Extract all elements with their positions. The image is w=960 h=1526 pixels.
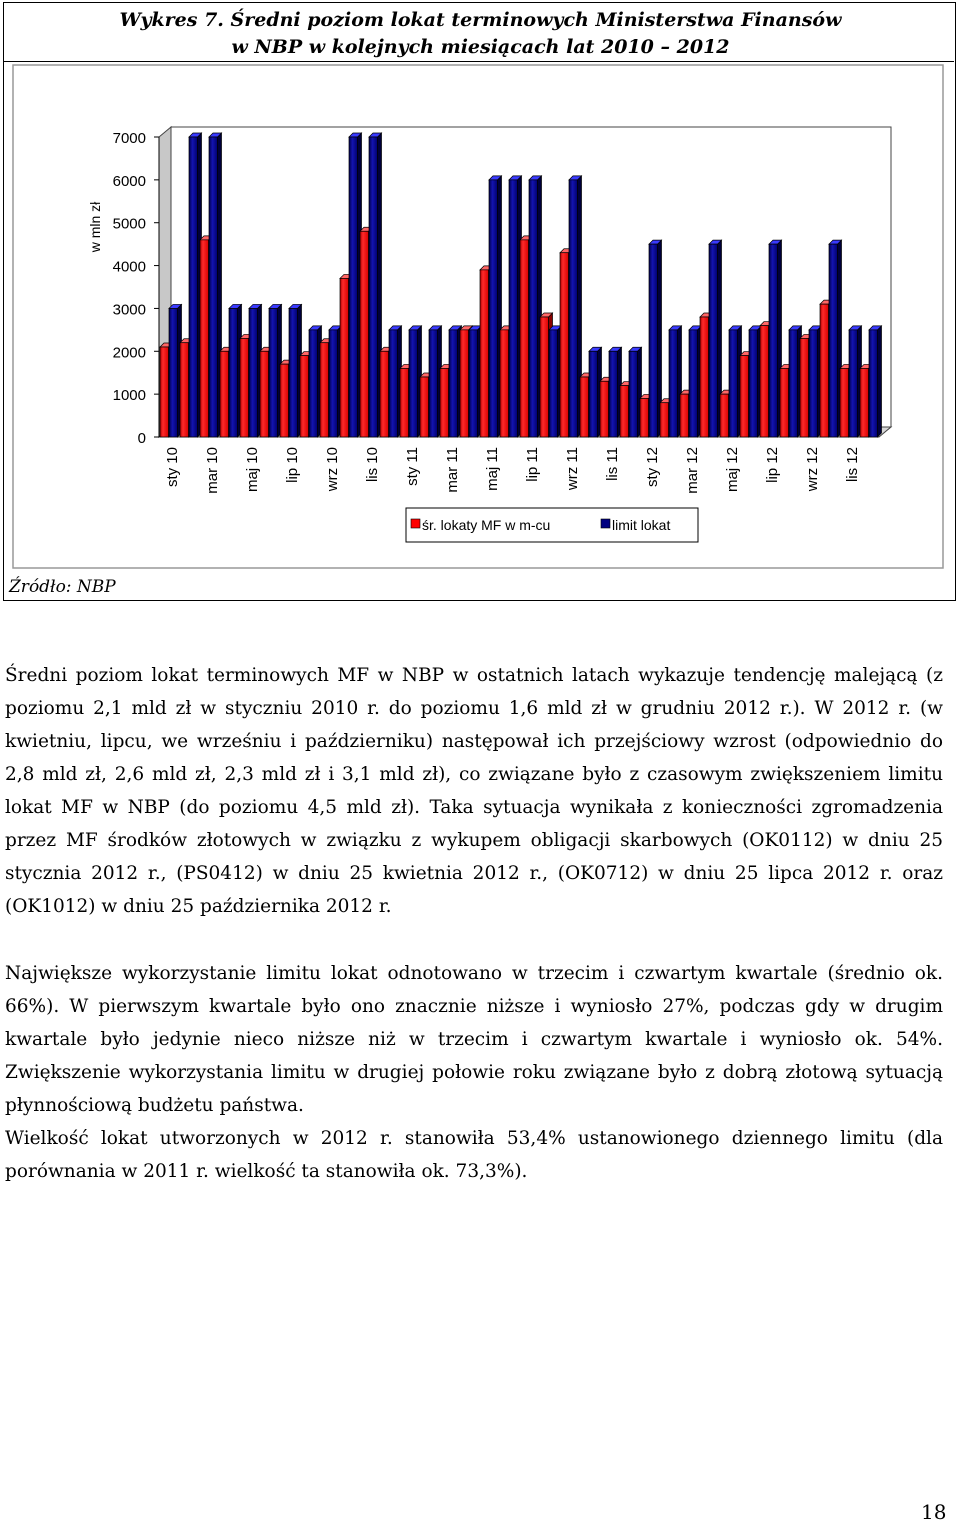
x-tick-label: sty 11 xyxy=(404,447,421,486)
bar-front xyxy=(780,368,789,437)
bar-front xyxy=(660,403,669,437)
x-tick-label: maj 10 xyxy=(244,447,261,493)
bar-deposit-limit xyxy=(709,240,722,437)
y-tick-label: 6000 xyxy=(112,172,146,190)
bar-front xyxy=(409,330,418,437)
bar-front xyxy=(180,343,189,437)
bar-front xyxy=(809,330,818,437)
page-number: 18 xyxy=(921,1500,947,1524)
x-tick-label: mar 10 xyxy=(204,447,221,494)
bar-deposit-limit xyxy=(429,326,442,437)
x-tick-label: mar 12 xyxy=(684,447,701,494)
legend-swatch-deposit-limit xyxy=(601,519,610,528)
legend-label-deposit-limit: limit lokat xyxy=(612,517,671,533)
bar-deposit-limit xyxy=(289,304,302,437)
bar-front xyxy=(749,330,758,437)
bar-front xyxy=(389,330,398,437)
bar-deposit-limit xyxy=(169,304,182,437)
bar-front xyxy=(869,330,878,437)
bar-front xyxy=(360,231,369,437)
bar-front xyxy=(740,356,749,437)
bar-front xyxy=(420,377,429,437)
x-tick-label: sty 12 xyxy=(644,447,661,488)
bar-front xyxy=(560,253,569,437)
bar-front xyxy=(540,317,549,437)
legend-label-avg-deposit: śr. lokaty MF w m-cu xyxy=(422,517,551,533)
bar-front xyxy=(720,394,729,437)
bar-front xyxy=(460,330,469,437)
paragraph-2: Największe wykorzystanie limitu lokat odnotowano w trzecim i czwartym kwartale (średnio ok. 66%). W pierwszym kwartale było ono znacznie niższe i wyniosło 27%, podczas gdy w drugim kwartale było jedynie nieco niższe niż w trzecim i czwartym kwartale i wyniosło ok. 54%. Zwiększenie wykorzystania limitu w drugiej połowie roku związane było z dobrą złotową sytuacją płynnościową budżetu państwa. xyxy=(5,962,943,1116)
figure-title-line-1: Wykres 7. Średni poziom lokat terminowych Ministerstwa Finansów xyxy=(119,9,842,31)
y-tick-label: 4000 xyxy=(112,258,146,276)
bar-front xyxy=(689,330,698,437)
bar-front xyxy=(349,137,358,437)
bar-front xyxy=(449,330,458,437)
bar-deposit-limit xyxy=(269,304,282,437)
bar-front xyxy=(440,368,449,437)
bar-front xyxy=(340,278,349,437)
figure-title xyxy=(4,7,957,61)
x-tick-label: wrz 10 xyxy=(324,447,341,492)
y-axis xyxy=(87,130,159,447)
bar-front xyxy=(220,351,229,437)
x-tick-label: lis 10 xyxy=(364,447,381,483)
paragraph-3: Wielkość lokat utworzonych w 2012 r. stanowiła 53,4% ustanowionego dziennego limitu (dla porównania w 2011 r. wielkość ta stanowiła ok. 73,3%). xyxy=(5,1127,943,1182)
bar-deposit-limit xyxy=(349,133,362,437)
paragraph-1: Średni poziom lokat terminowych MF w NBP w ostatnich latach wykazuje tendencję malejącą (z poziomu 2,1 mld zł w styczniu 2010 r. do poziomu 1,6 mld zł w grudniu 2012 r.). W 2012 r. (w kwietniu, lipcu, we wrześniu i październiku) następował ich przejściowy wzrost (odpowiednio do 2,8 mld zł, 2,6 mld zł, 2,3 mld zł i 3,1 mld zł), co związane było z czasowym zwiększeniem limitu lokat MF w NBP (do poziomu 4,5 mld zł). Taka sytuacja wynikała z konieczności zgromadzenia przez MF środków złotowych w związku z wykupem obligacji skarbowych (OK0112) w dniu 25 stycznia 2012 r., (PS0412) w dniu 25 kwietnia 2012 r., (OK0712) w dniu 25 lipca 2012 r. oraz (OK1012) w dniu 25 października 2012 r. xyxy=(5,664,943,918)
bar-front xyxy=(169,308,178,437)
bar-deposit-limit xyxy=(409,326,422,437)
bar-front xyxy=(860,368,869,437)
figure-frame xyxy=(3,2,956,601)
x-tick-label: sty 10 xyxy=(164,447,181,488)
bar-deposit-limit xyxy=(189,133,202,437)
bar-front xyxy=(289,308,298,437)
bar-deposit-limit xyxy=(509,176,522,437)
bar-front xyxy=(549,330,558,437)
bar-front xyxy=(520,240,529,437)
y-tick-label: 3000 xyxy=(112,301,146,319)
bar-deposit-limit xyxy=(569,176,582,437)
bar-front xyxy=(229,308,238,437)
bar-deposit-limit xyxy=(529,176,542,437)
bar-front xyxy=(800,338,809,437)
bar-deposit-limit xyxy=(329,326,342,437)
y-axis-label: w mln zł xyxy=(87,201,103,253)
bar-front xyxy=(400,368,409,437)
bar-deposit-limit xyxy=(589,347,602,437)
bar-front xyxy=(789,330,798,437)
bar-deposit-limit xyxy=(849,326,862,437)
x-axis xyxy=(164,447,861,494)
bar-deposit-limit xyxy=(669,326,682,437)
bar-front xyxy=(769,244,778,437)
bar-front xyxy=(620,386,629,437)
bar-front xyxy=(480,270,489,437)
bar-front xyxy=(760,326,769,437)
bar-chart xyxy=(11,63,946,571)
bar-front xyxy=(569,180,578,437)
bar-front xyxy=(820,304,829,437)
bar-front xyxy=(309,330,318,437)
bar-front xyxy=(589,351,598,437)
bar-deposit-limit xyxy=(729,326,742,437)
y-tick-label: 2000 xyxy=(112,344,146,362)
bar-deposit-limit xyxy=(309,326,322,437)
bar-deposit-limit xyxy=(749,326,762,437)
bar-front xyxy=(629,351,638,437)
bar-front xyxy=(189,137,198,437)
legend xyxy=(406,508,698,542)
bar-front xyxy=(320,343,329,437)
bar-front xyxy=(160,347,169,437)
bar-deposit-limit xyxy=(489,176,502,437)
x-tick-label: lis 12 xyxy=(844,447,861,483)
bar-front xyxy=(260,351,269,437)
bar-front xyxy=(640,398,649,437)
x-tick-label: maj 11 xyxy=(484,447,501,491)
x-tick-label: lip 11 xyxy=(524,447,541,482)
bar-deposit-limit xyxy=(689,326,702,437)
y-tick-label: 0 xyxy=(137,430,146,447)
x-tick-label: mar 11 xyxy=(444,447,461,493)
bar-front xyxy=(200,240,209,437)
bar-front xyxy=(329,330,338,437)
bar-deposit-limit xyxy=(829,240,842,437)
bar-front xyxy=(300,356,309,437)
y-tick-label: 7000 xyxy=(112,130,146,147)
bar-deposit-limit xyxy=(229,304,242,437)
bar-front xyxy=(840,368,849,437)
bar-deposit-limit xyxy=(609,347,622,437)
bar-front xyxy=(669,330,678,437)
bar-deposit-limit xyxy=(629,347,642,437)
bar-deposit-limit xyxy=(469,326,482,437)
bar-deposit-limit xyxy=(789,326,802,437)
bar-front xyxy=(649,244,658,437)
figure-title-line-2: w NBP w kolejnych miesiącach lat 2010 – 2012 xyxy=(231,36,730,58)
legend-swatch-avg-deposit xyxy=(411,519,420,528)
bar-front xyxy=(849,330,858,437)
bar-front xyxy=(709,244,718,437)
bar-front xyxy=(249,308,258,437)
title-divider xyxy=(4,61,954,62)
bar-front xyxy=(269,308,278,437)
bar-front xyxy=(489,180,498,437)
bar-front xyxy=(700,317,709,437)
x-tick-label: wrz 12 xyxy=(804,447,821,492)
figure-source: Źródło: NBP xyxy=(9,577,116,597)
bar-front xyxy=(529,180,538,437)
bar-front xyxy=(469,330,478,437)
bar-front xyxy=(680,394,689,437)
bar-front xyxy=(429,330,438,437)
x-tick-label: maj 12 xyxy=(724,447,741,493)
bar-front xyxy=(600,381,609,437)
bar-front xyxy=(829,244,838,437)
bar-deposit-limit xyxy=(549,326,562,437)
bar-front xyxy=(280,364,289,437)
bar-deposit-limit xyxy=(809,326,822,437)
x-tick-label: wrz 11 xyxy=(564,447,581,491)
bar-front xyxy=(500,330,509,437)
x-tick-label: lis 11 xyxy=(604,447,621,481)
x-tick-label: lip 10 xyxy=(284,447,301,483)
bar-deposit-limit xyxy=(449,326,462,437)
bar-deposit-limit xyxy=(389,326,402,437)
bar-front xyxy=(369,137,378,437)
bar-front xyxy=(509,180,518,437)
bar-deposit-limit xyxy=(769,240,782,437)
bar-front xyxy=(380,351,389,437)
bar-deposit-limit xyxy=(209,133,222,437)
bar-front xyxy=(729,330,738,437)
bar-front xyxy=(209,137,218,437)
y-tick-label: 1000 xyxy=(112,387,146,405)
bar-deposit-limit xyxy=(649,240,662,437)
bar-side xyxy=(878,326,882,437)
bar-front xyxy=(580,377,589,437)
x-tick-label: lip 12 xyxy=(764,447,781,483)
bar-front xyxy=(240,338,249,437)
bar-deposit-limit xyxy=(249,304,262,437)
bar-deposit-limit xyxy=(869,326,882,437)
y-tick-label: 5000 xyxy=(112,215,146,233)
bar-front xyxy=(609,351,618,437)
bar-deposit-limit xyxy=(369,133,382,437)
